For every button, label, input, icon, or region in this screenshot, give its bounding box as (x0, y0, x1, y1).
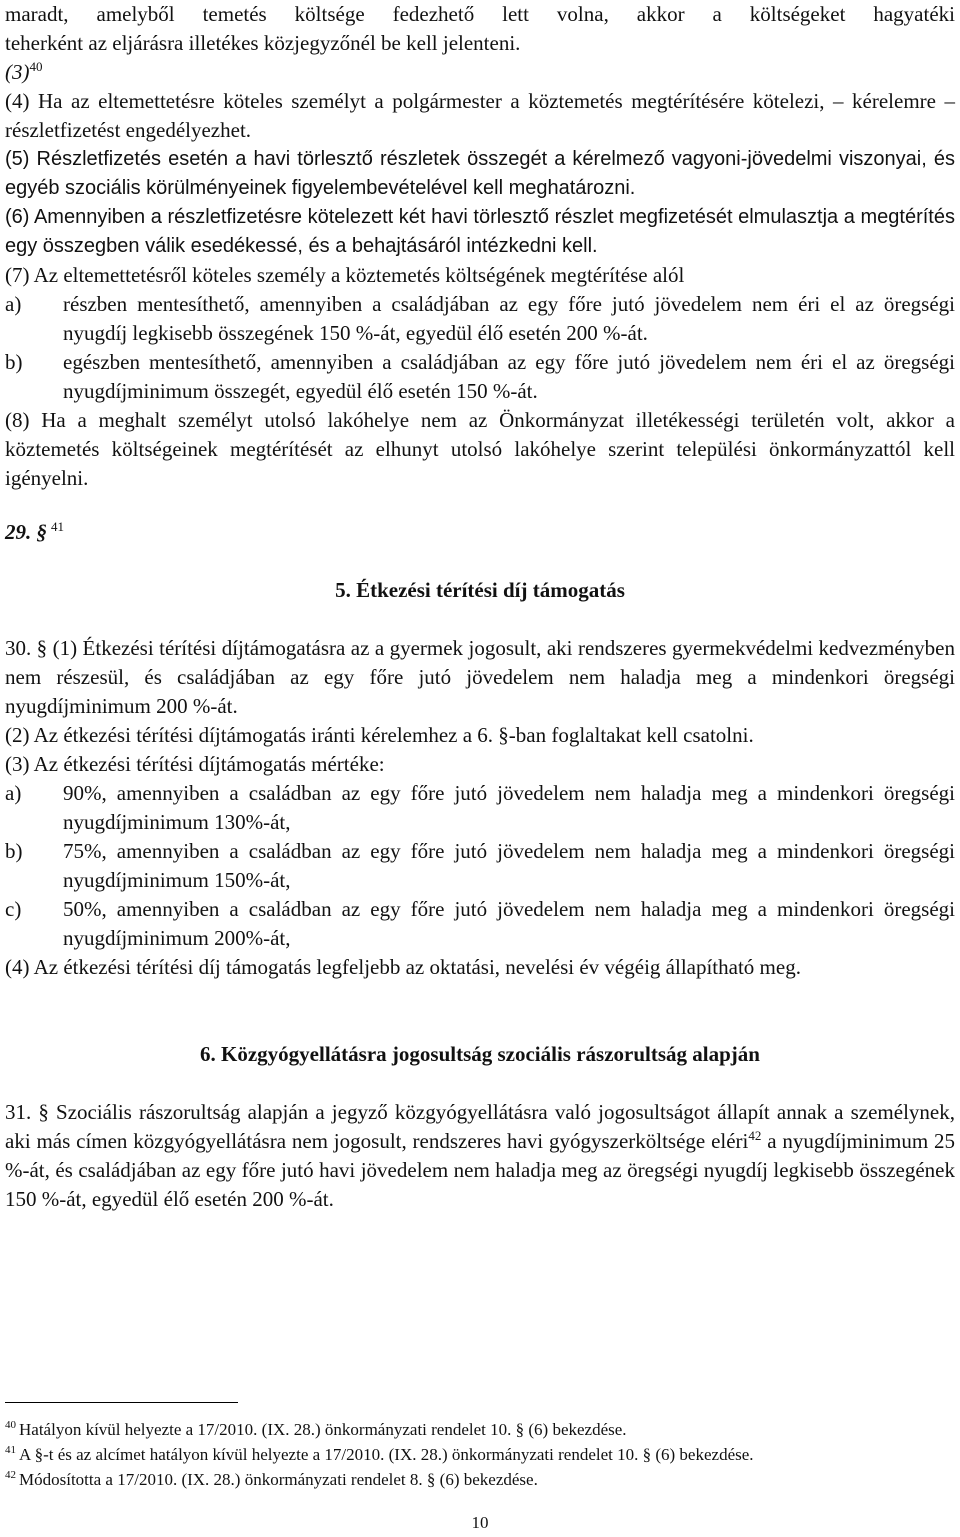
section-31 (5, 1098, 955, 1214)
paragraph-7-item-b (5, 348, 955, 406)
list-label: c) (5, 897, 22, 921)
section-heading-5: 5. Étkezési térítési díj támogatás (335, 578, 625, 602)
section-29-label: 29. § (5, 520, 47, 544)
paragraph-7-intro: (7) Az eltemettetésről köteles személy a köztemetés költségének megtérítése alól (5, 263, 685, 287)
footnote-text: Módosította a 17/2010. (IX. 28.) önkormányzati rendelet 8. § (6) bekezdése. (19, 1470, 538, 1489)
footnote-ref-41: 41 (51, 519, 64, 534)
footnote-41 (5, 1443, 955, 1466)
list-label: b) (5, 350, 23, 374)
list-label: b) (5, 839, 23, 863)
section-30-par-1: 30. § (1) Étkezési térítési díjtámogatásra az a gyermek jogosult, aki rendszeres gyermekvédelmi kedvezményben nem részesül, és családjában az egy főre jutó jövedelem nem haladja meg a mindenkori öregségi nyugdíjminimum 200 %-át. (5, 636, 955, 718)
footnote-number: 40 (5, 1419, 16, 1432)
list-label: a) (5, 292, 22, 316)
intro-line-2: teherként az eljárásra illetékes közjegyzőnél be kell jelenteni. (5, 31, 521, 55)
section-30-item-c (5, 895, 955, 953)
section-heading-6: 6. Közgyógyellátásra jogosultság szociális rászorultság alapján (200, 1042, 760, 1066)
section-30-par-3: (3) Az étkezési térítési díjtámogatás mértéke: (5, 752, 385, 776)
intro-line-1: maradt, amelyből temetés költsége fedezhető lett volna, akkor a költségeket hagyatéki (5, 2, 955, 26)
paragraph-5: (5) Részletfizetés esetén a havi törlesztő részletek összegét a kérelmező vagyoni-jövedelmi viszonyai, és egyéb szociális körülményeinek figyelembevételével kell meghatározni. (5, 148, 955, 199)
footnote-40 (5, 1418, 955, 1441)
footnote-number: 41 (5, 1444, 16, 1457)
footnote-number: 42 (5, 1469, 16, 1482)
section-30-item-b (5, 837, 955, 895)
list-text: 75%, amennyiben a családban az egy főre jutó jövedelem nem haladja meg a mindenkori öregségi nyugdíjminimum 150%-át, (63, 839, 955, 892)
list-label: a) (5, 781, 22, 805)
paragraph-8: (8) Ha a meghalt személyt utolsó lakóhelye nem az Önkormányzat illetékességi területén volt, akkor a köztemetés költségeinek megtérítését az elhunyt utolsó lakóhelye szerint települési önkormányzattól kell igényelni. (5, 408, 955, 490)
paragraph-3-label: (3) (5, 60, 30, 84)
footnote-42 (5, 1468, 955, 1491)
intro-paragraph (5, 0, 955, 58)
footnote-divider (5, 1402, 238, 1403)
section-30-par-4: (4) Az étkezési térítési díj támogatás legfeljebb az oktatási, nevelési év végéig állapítható meg. (5, 955, 801, 979)
section-30-item-a (5, 779, 955, 837)
list-text: egészben mentesíthető, amennyiben a családjában az egy főre jutó jövedelem nem éri el az öregségi nyugdíjminimum összegét, egyedül élő esetén 150 %-át. (63, 350, 955, 403)
list-text: 90%, amennyiben a családban az egy főre jutó jövedelem nem haladja meg a mindenkori öregségi nyugdíjminimum 130%-át, (63, 781, 955, 834)
paragraph-6: (6) Amennyiben a részletfizetésre kötelezett két havi törlesztő részlet megfizetését elmulasztja a megtérítés egy összegben válik esedékessé, és a behajtásáról intézkedni kell. (5, 206, 955, 257)
list-text: 50%, amennyiben a családban az egy főre jutó jövedelem nem haladja meg a mindenkori öregségi nyugdíjminimum 200%-át, (63, 897, 955, 950)
footnote-text: Hatályon kívül helyezte a 17/2010. (IX. 28.) önkormányzati rendelet 10. § (6) bekezdése. (19, 1420, 627, 1439)
list-text: részben mentesíthető, amennyiben a családjában az egy főre jutó jövedelem nem éri el az öregségi nyugdíj legkisebb összegének 150 %-át, egyedül élő esetén 200 %-át. (63, 292, 955, 345)
page-number: 10 (471, 1513, 489, 1532)
section-29 (5, 518, 955, 547)
section-31-text-2: a nyugdíjminimum 25 %-át, és családjában az egy főre jutó havi jövedelem nem haladja meg az öregségi nyugdíj legkisebb összegének 150 %-át, egyedül élő esetén 200 %-át. (5, 1129, 955, 1211)
paragraph-4: (4) Ha az eltemettetésre köteles személyt a polgármester a köztemetés megtérítésére kötelezi, – kérelemre – részletfizetést engedélyezhet. (5, 89, 955, 142)
footnote-text: A §-t és az alcímet hatályon kívül helyezte a 17/2010. (IX. 28.) önkormányzati rendelet 10. § (6) bekezdése. (19, 1445, 754, 1464)
footnote-ref-40: 40 (29, 59, 43, 74)
section-31-text-1: 31. § Szociális rászorultság alapján a jegyző közgyógyellátásra való jogosultságot állapít annak a személynek, aki más címen közgyógyellátásra nem jogosult, rendszeres havi gyógyszerköltsége eléri (5, 1100, 955, 1153)
section-30-par-2: (2) Az étkezési térítési díjtámogatás iránti kérelemhez a 6. §-ban foglaltakat kell csatolni. (5, 723, 754, 747)
footnote-ref-42: 42 (748, 1128, 762, 1143)
paragraph-3 (5, 58, 955, 87)
paragraph-7-item-a (5, 290, 955, 348)
